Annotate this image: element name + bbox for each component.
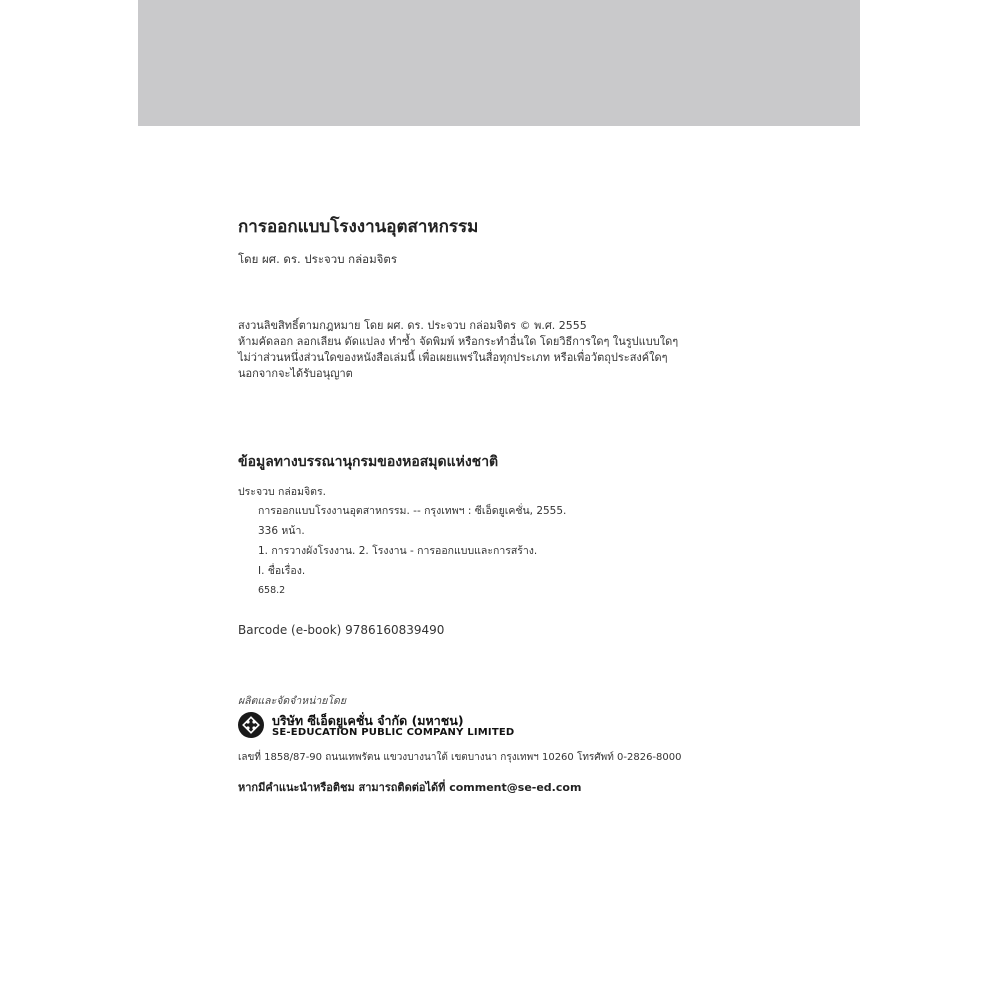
header-band [138, 0, 860, 126]
copyright-line-1: สงวนลิขสิทธิ์ตามกฎหมาย โดย ผศ. ดร. ประจวบ กล่อมจิตร © พ.ศ. 2555 [238, 319, 587, 332]
cip-heading: ข้อมูลทางบรรณานุกรมของหอสมุดแห่งชาติ [238, 454, 499, 470]
cip-subjects: 1. การวางผังโรงงาน. 2. โรงงาน - การออกแบบและการสร้าง. [258, 545, 538, 557]
cip-author: ประจวบ กล่อมจิตร. [238, 486, 326, 498]
author-line: โดย ผศ. ดร. ประจวบ กล่อมจิตร [238, 252, 398, 266]
copyright-line-2: ห้ามคัดลอก ลอกเลียน ดัดแปลง ทำซ้ำ จัดพิมพ์ หรือกระทำอื่นใด โดยวิธีการใดๆ ในรูปแบบใดๆ [238, 335, 679, 348]
company-address: เลขที่ 1858/87-90 ถนนเทพรัตน แขวงบางนาใต้ เขตบางนา กรุงเทพฯ 10260 โทรศัพท์ 0-2826-8000 [238, 752, 682, 763]
book-page [138, 0, 860, 1000]
company-name-th: บริษัท ซีเอ็ดยูเคชั่น จำกัด (มหาชน) [272, 713, 464, 728]
cip-title-line: การออกแบบโรงงานอุตสาหกรรม. -- กรุงเทพฯ : ซีเอ็ดยูเคชั่น, 2555. [258, 505, 567, 517]
company-name-en: SE-EDUCATION PUBLIC COMPANY LIMITED [272, 727, 515, 738]
barcode-line: Barcode (e-book) 9786160839490 [238, 623, 445, 637]
cip-classification: 658.2 [258, 585, 286, 596]
distributor-label: ผลิตและจัดจำหน่ายโดย [238, 695, 347, 707]
cip-title-entry: I. ชื่อเรื่อง. [258, 565, 306, 577]
copyright-line-3: ไม่ว่าส่วนหนึ่งส่วนใดของหนังสือเล่มนี้ เพื่อเผยแพร่ในสื่อทุกประเภท หรือเพื่อวัตถุประสงค์ใดๆ [238, 351, 668, 364]
se-ed-logo-icon [238, 712, 264, 738]
contact-line: หากมีคำแนะนำหรือติชม สามารถติดต่อได้ที่ comment@se-ed.com [238, 781, 582, 794]
book-title: การออกแบบโรงงานอุตสาหกรรม [238, 217, 479, 237]
cip-pages: 336 หน้า. [258, 525, 305, 537]
copyright-line-4: นอกจากจะได้รับอนุญาต [238, 367, 353, 380]
